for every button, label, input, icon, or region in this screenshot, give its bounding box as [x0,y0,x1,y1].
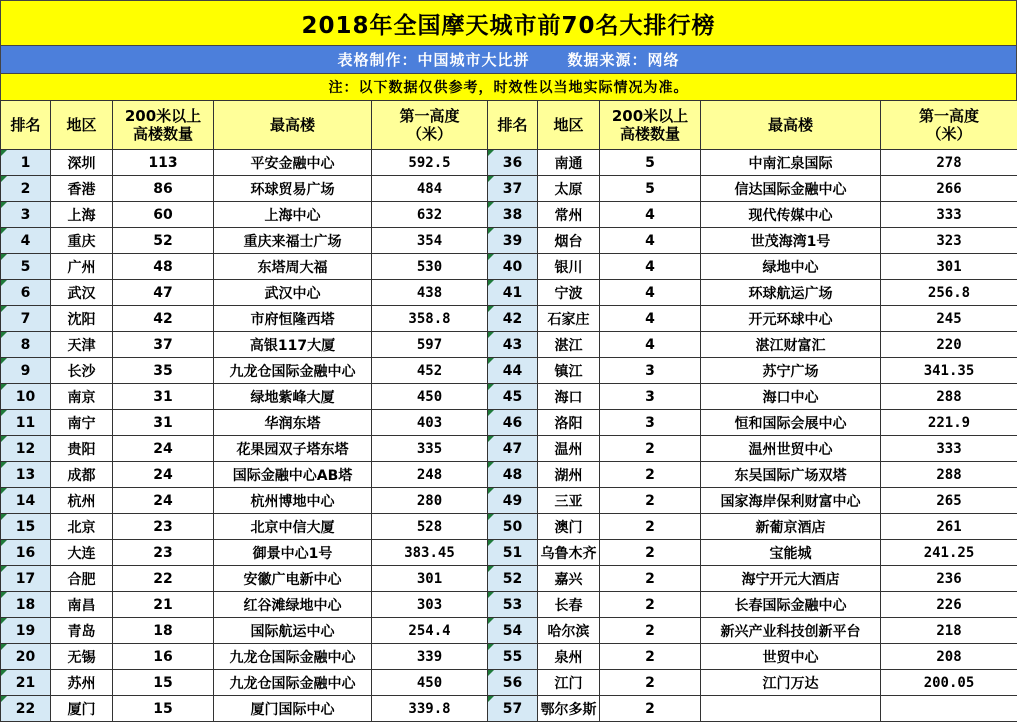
height-cell: 335 [372,436,488,462]
region-cell: 广州 [51,254,113,280]
tower-cell: 环球贸易广场 [214,176,372,202]
count-cell-right: 4 [600,280,701,306]
count-cell-right: 4 [600,254,701,280]
rank-cell: 5 [1,254,51,280]
table-row [1,514,1017,540]
tower-cell-right: 信达国际金融中心 [701,176,881,202]
tower-cell-right: 环球航运广场 [701,280,881,306]
rank-cell-right: 36 [488,150,538,176]
region-cell: 南宁 [51,410,113,436]
region-cell: 南京 [51,384,113,410]
header-rank: 排名 [1,101,51,150]
tower-cell-right: 江门万达 [701,670,881,696]
tower-cell-right: 苏宁广场 [701,358,881,384]
count-cell-right: 2 [600,514,701,540]
region-cell-right: 嘉兴 [538,566,600,592]
height-cell: 280 [372,488,488,514]
tower-cell-right: 绿地中心 [701,254,881,280]
tower-cell: 市府恒隆西塔 [214,306,372,332]
rank-cell-right: 37 [488,176,538,202]
table-row [1,332,1017,358]
table-row [1,670,1017,696]
header-rank-right: 排名 [488,101,538,150]
count-cell: 37 [113,332,214,358]
rank-cell-right: 50 [488,514,538,540]
count-cell-right: 5 [600,150,701,176]
height-cell: 354 [372,228,488,254]
region-cell: 南昌 [51,592,113,618]
tower-cell: 红谷滩绿地中心 [214,592,372,618]
data-source-credit: 数据来源：网络 [567,51,680,69]
region-cell: 贵阳 [51,436,113,462]
header-height-line2: （米） [926,125,972,143]
rank-cell-right: 55 [488,644,538,670]
count-cell-right: 2 [600,462,701,488]
table-row [1,540,1017,566]
count-cell-right: 4 [600,306,701,332]
tower-cell-right: 世茂海湾1号 [701,228,881,254]
rank-cell-right: 44 [488,358,538,384]
rank-cell-right: 57 [488,696,538,722]
header-count-right [600,101,701,150]
tower-cell: 绿地紫峰大厦 [214,384,372,410]
height-cell: 450 [372,384,488,410]
region-cell: 上海 [51,202,113,228]
rank-cell: 4 [1,228,51,254]
rank-cell: 8 [1,332,51,358]
table-row [1,176,1017,202]
region-cell: 成都 [51,462,113,488]
region-cell: 香港 [51,176,113,202]
count-cell-right: 2 [600,488,701,514]
header-row [1,101,1017,150]
header-height-line1: 第一高度 [918,107,979,125]
height-cell: 358.8 [372,306,488,332]
count-cell-right: 2 [600,436,701,462]
count-cell-right: 2 [600,618,701,644]
tower-cell: 杭州博地中心 [214,488,372,514]
region-cell-right: 温州 [538,436,600,462]
count-cell-right: 2 [600,696,701,722]
height-cell: 530 [372,254,488,280]
height-cell-right: 208 [881,644,1017,670]
height-cell-right: 220 [881,332,1017,358]
tower-cell-right [701,696,881,722]
region-cell: 长沙 [51,358,113,384]
count-cell-right: 3 [600,410,701,436]
region-cell-right: 三亚 [538,488,600,514]
rank-cell: 12 [1,436,51,462]
rank-cell: 9 [1,358,51,384]
tower-cell-right: 世贸中心 [701,644,881,670]
count-cell: 52 [113,228,214,254]
rank-cell: 22 [1,696,51,722]
count-cell: 23 [113,514,214,540]
region-cell-right: 烟台 [538,228,600,254]
tower-cell-right: 国家海岸保利财富中心 [701,488,881,514]
tower-cell: 御景中心1号 [214,540,372,566]
height-cell-right: 323 [881,228,1017,254]
disclaimer-note: 注：以下数据仅供参考，时效性以当地实际情况为准。 [0,73,1017,101]
region-cell-right: 长春 [538,592,600,618]
count-cell-right: 4 [600,228,701,254]
region-cell: 苏州 [51,670,113,696]
count-cell: 47 [113,280,214,306]
region-cell-right: 银川 [538,254,600,280]
count-cell: 18 [113,618,214,644]
rank-cell: 21 [1,670,51,696]
tower-cell-right: 恒和国际会展中心 [701,410,881,436]
header-count-line1: 200米以上 [124,107,202,125]
header-count-line2: 高楼数量 [132,125,193,143]
tower-cell: 武汉中心 [214,280,372,306]
height-cell: 248 [372,462,488,488]
height-cell-right: 265 [881,488,1017,514]
count-cell-right: 3 [600,384,701,410]
table-row [1,618,1017,644]
table-row [1,150,1017,176]
region-cell-right: 湛江 [538,332,600,358]
height-cell-right: 261 [881,514,1017,540]
table-row [1,436,1017,462]
count-cell: 48 [113,254,214,280]
height-cell: 450 [372,670,488,696]
rank-cell: 6 [1,280,51,306]
rank-cell-right: 40 [488,254,538,280]
count-cell-right: 4 [600,202,701,228]
credits-bar [0,45,1017,74]
table-row [1,358,1017,384]
tower-cell-right: 宝能城 [701,540,881,566]
count-cell: 86 [113,176,214,202]
rank-cell: 11 [1,410,51,436]
region-cell: 天津 [51,332,113,358]
tower-cell: 上海中心 [214,202,372,228]
rank-cell: 16 [1,540,51,566]
height-cell: 597 [372,332,488,358]
rank-cell: 19 [1,618,51,644]
height-cell: 339.8 [372,696,488,722]
rank-cell-right: 39 [488,228,538,254]
height-cell-right: 266 [881,176,1017,202]
table-row [1,644,1017,670]
height-cell: 383.45 [372,540,488,566]
tower-cell: 东塔周大福 [214,254,372,280]
height-cell-right: 200.05 [881,670,1017,696]
rank-cell: 7 [1,306,51,332]
count-cell-right: 3 [600,358,701,384]
count-cell: 31 [113,384,214,410]
rank-cell-right: 47 [488,436,538,462]
rank-cell: 14 [1,488,51,514]
rank-cell: 17 [1,566,51,592]
height-cell: 528 [372,514,488,540]
rank-cell-right: 54 [488,618,538,644]
tower-cell-right: 湛江财富汇 [701,332,881,358]
region-cell: 武汉 [51,280,113,306]
header-height-right [881,101,1017,150]
region-cell: 重庆 [51,228,113,254]
height-cell-right: 288 [881,462,1017,488]
count-cell: 23 [113,540,214,566]
region-cell-right: 江门 [538,670,600,696]
count-cell: 22 [113,566,214,592]
tower-cell-right: 温州世贸中心 [701,436,881,462]
count-cell: 24 [113,462,214,488]
region-cell-right: 石家庄 [538,306,600,332]
height-cell-right: 221.9 [881,410,1017,436]
header-region: 地区 [51,101,113,150]
region-cell-right: 常州 [538,202,600,228]
height-cell-right: 226 [881,592,1017,618]
rank-cell: 10 [1,384,51,410]
tower-cell: 厦门国际中心 [214,696,372,722]
count-cell-right: 2 [600,540,701,566]
region-cell-right: 澳门 [538,514,600,540]
count-cell: 15 [113,696,214,722]
tower-cell-right: 中南汇泉国际 [701,150,881,176]
rank-cell-right: 45 [488,384,538,410]
count-cell: 24 [113,436,214,462]
height-cell-right [881,696,1017,722]
count-cell: 21 [113,592,214,618]
tower-cell: 华润东塔 [214,410,372,436]
rank-cell: 3 [1,202,51,228]
height-cell-right: 333 [881,202,1017,228]
height-cell-right: 245 [881,306,1017,332]
region-cell: 杭州 [51,488,113,514]
tower-cell: 九龙仓国际金融中心 [214,644,372,670]
tower-cell: 花果园双子塔东塔 [214,436,372,462]
tower-cell: 国际航运中心 [214,618,372,644]
tower-cell-right: 现代传媒中心 [701,202,881,228]
height-cell-right: 341.35 [881,358,1017,384]
count-cell-right: 4 [600,332,701,358]
rank-cell: 15 [1,514,51,540]
count-cell: 16 [113,644,214,670]
table-row [1,228,1017,254]
height-cell-right: 218 [881,618,1017,644]
rank-cell-right: 46 [488,410,538,436]
count-cell-right: 5 [600,176,701,202]
height-cell: 339 [372,644,488,670]
tower-cell-right: 新兴产业科技创新平台 [701,618,881,644]
table-row [1,202,1017,228]
height-cell: 592.5 [372,150,488,176]
header-region-right: 地区 [538,101,600,150]
height-cell: 452 [372,358,488,384]
tower-cell: 平安金融中心 [214,150,372,176]
count-cell: 31 [113,410,214,436]
table-row [1,280,1017,306]
region-cell: 青岛 [51,618,113,644]
count-cell: 60 [113,202,214,228]
table-row [1,306,1017,332]
tower-cell: 重庆来福士广场 [214,228,372,254]
header-tallest: 最高楼 [214,101,372,150]
height-cell-right: 333 [881,436,1017,462]
tower-cell-right: 东吴国际广场双塔 [701,462,881,488]
tower-cell: 九龙仓国际金融中心 [214,670,372,696]
region-cell-right: 镇江 [538,358,600,384]
height-cell: 303 [372,592,488,618]
height-cell-right: 241.25 [881,540,1017,566]
tower-cell-right: 长春国际金融中心 [701,592,881,618]
header-count [113,101,214,150]
height-cell-right: 256.8 [881,280,1017,306]
rank-cell: 18 [1,592,51,618]
region-cell-right: 太原 [538,176,600,202]
rank-cell: 20 [1,644,51,670]
tower-cell-right: 新葡京酒店 [701,514,881,540]
rank-cell-right: 48 [488,462,538,488]
tower-cell: 国际金融中心AB塔 [214,462,372,488]
height-cell-right: 288 [881,384,1017,410]
rank-cell-right: 56 [488,670,538,696]
region-cell: 大连 [51,540,113,566]
header-count-line2: 高楼数量 [619,125,680,143]
region-cell-right: 乌鲁木齐 [538,540,600,566]
region-cell: 无锡 [51,644,113,670]
rank-cell-right: 53 [488,592,538,618]
rank-cell: 2 [1,176,51,202]
count-cell-right: 2 [600,566,701,592]
tower-cell: 九龙仓国际金融中心 [214,358,372,384]
count-cell-right: 2 [600,670,701,696]
tower-cell-right: 开元环球中心 [701,306,881,332]
rank-cell-right: 41 [488,280,538,306]
header-count-line1: 200米以上 [611,107,689,125]
region-cell: 合肥 [51,566,113,592]
header-tallest-right: 最高楼 [701,101,881,150]
region-cell-right: 鄂尔多斯 [538,696,600,722]
count-cell: 24 [113,488,214,514]
rank-cell-right: 51 [488,540,538,566]
table-row [1,488,1017,514]
header-height-line1: 第一高度 [399,107,460,125]
table-row [1,592,1017,618]
region-cell-right: 海口 [538,384,600,410]
rank-cell-right: 52 [488,566,538,592]
rank-cell-right: 43 [488,332,538,358]
tower-cell: 高银117大厦 [214,332,372,358]
sheet-title: 2018年全国摩天城市前70名大排行榜 [0,0,1017,46]
count-cell-right: 2 [600,592,701,618]
region-cell: 深圳 [51,150,113,176]
table-row [1,462,1017,488]
region-cell-right: 宁波 [538,280,600,306]
rank-cell: 13 [1,462,51,488]
count-cell: 35 [113,358,214,384]
region-cell-right: 南通 [538,150,600,176]
table-maker-credit: 表格制作：中国城市大比拼 [337,51,530,69]
region-cell: 沈阳 [51,306,113,332]
height-cell: 403 [372,410,488,436]
tower-cell: 北京中信大厦 [214,514,372,540]
table-row [1,696,1017,722]
height-cell: 254.4 [372,618,488,644]
tower-cell: 安徽广电新中心 [214,566,372,592]
height-cell: 632 [372,202,488,228]
height-cell-right: 301 [881,254,1017,280]
header-height [372,101,488,150]
table-row [1,384,1017,410]
rank-cell-right: 49 [488,488,538,514]
count-cell: 15 [113,670,214,696]
height-cell: 484 [372,176,488,202]
ranking-table [0,100,1017,722]
region-cell-right: 泉州 [538,644,600,670]
height-cell: 438 [372,280,488,306]
tower-cell-right: 海宁开元大酒店 [701,566,881,592]
height-cell: 301 [372,566,488,592]
region-cell-right: 洛阳 [538,410,600,436]
height-cell-right: 236 [881,566,1017,592]
table-row [1,410,1017,436]
count-cell: 113 [113,150,214,176]
rank-cell-right: 38 [488,202,538,228]
count-cell-right: 2 [600,644,701,670]
count-cell: 42 [113,306,214,332]
region-cell: 北京 [51,514,113,540]
region-cell-right: 哈尔滨 [538,618,600,644]
tower-cell-right: 海口中心 [701,384,881,410]
region-cell-right: 湖州 [538,462,600,488]
region-cell: 厦门 [51,696,113,722]
rank-cell-right: 42 [488,306,538,332]
rank-cell: 1 [1,150,51,176]
table-row [1,254,1017,280]
header-height-line2: （米） [406,125,452,143]
height-cell-right: 278 [881,150,1017,176]
table-row [1,566,1017,592]
